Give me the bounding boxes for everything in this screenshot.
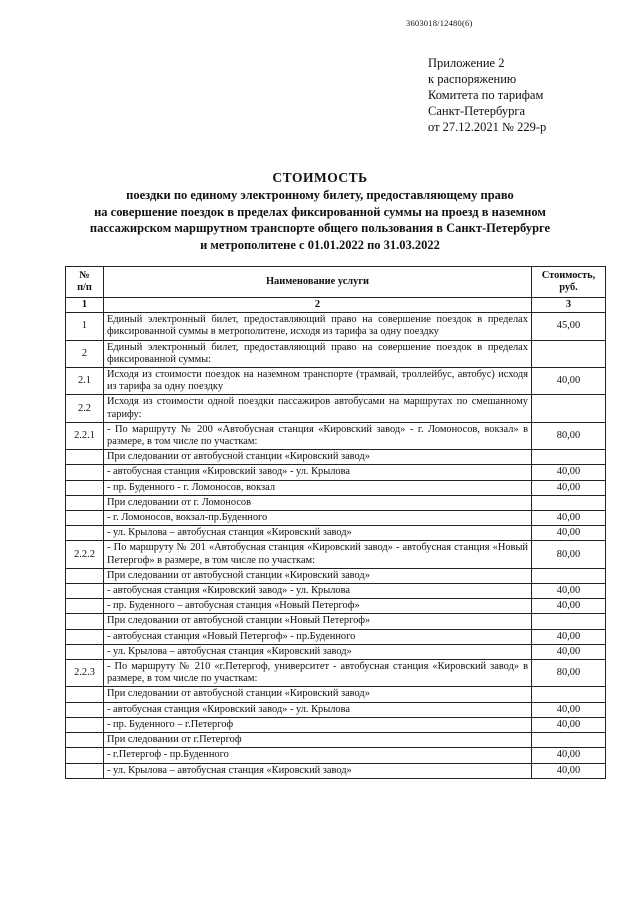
table-row xyxy=(66,763,606,778)
appendix-line: Санкт-Петербурга xyxy=(428,104,526,118)
row-service-name: - По маршруту № 210 «г.Петергоф, университет - автобусная станция «Кировский завод» в размере, в том числе по участкам: xyxy=(104,660,532,687)
row-price: 40,00 xyxy=(532,526,606,541)
row-service-name: - пр. Буденного – г.Петергоф xyxy=(104,717,532,732)
row-price: 80,00 xyxy=(532,541,606,568)
row-service-name: - ул. Крылова – автобусная станция «Кировский завод» xyxy=(104,644,532,659)
table-row xyxy=(66,450,606,465)
table-row xyxy=(66,687,606,702)
row-service-name: При следовании от автобусной станции «Новый Петергоф» xyxy=(104,614,532,629)
row-price: 40,00 xyxy=(532,599,606,614)
appendix-line: Комитета по тарифам xyxy=(428,88,544,102)
row-price xyxy=(532,450,606,465)
row-price: 45,00 xyxy=(532,313,606,340)
row-price: 40,00 xyxy=(532,480,606,495)
column-number-row xyxy=(66,298,606,313)
row-number: 2 xyxy=(66,340,104,367)
column-number: 3 xyxy=(532,298,606,313)
row-service-name: При следовании от г. Ломоносов xyxy=(104,495,532,510)
table-row xyxy=(66,495,606,510)
table-header-row xyxy=(66,267,606,298)
row-price: 40,00 xyxy=(532,644,606,659)
row-price: 40,00 xyxy=(532,584,606,599)
row-service-name: Единый электронный билет, предоставляющий право на совершение поездок в пределах фиксированной суммы: xyxy=(104,340,532,367)
row-service-name: - пр. Буденного - г. Ломоносов, вокзал xyxy=(104,480,532,495)
title-line: на совершение поездок в пределах фиксированной суммы на проезд в наземном xyxy=(94,204,546,219)
appendix-block xyxy=(428,55,546,135)
row-number xyxy=(66,702,104,717)
row-number: 2.2.1 xyxy=(66,422,104,449)
row-number xyxy=(66,614,104,629)
row-price: 40,00 xyxy=(532,717,606,732)
row-number: 2.2.2 xyxy=(66,541,104,568)
table-row xyxy=(66,599,606,614)
row-number xyxy=(66,644,104,659)
appendix-line: к распоряжению xyxy=(428,72,517,86)
title-line: пассажирском маршрутном транспорте общего пользования в Санкт-Петербурге xyxy=(89,221,551,235)
row-number xyxy=(66,629,104,644)
column-number: 1 xyxy=(66,298,104,313)
row-number xyxy=(66,717,104,732)
table-row xyxy=(66,660,606,687)
row-number: 1 xyxy=(66,313,104,340)
row-number xyxy=(66,599,104,614)
document-number: 3603018/12480(6) xyxy=(406,18,473,28)
row-price: 40,00 xyxy=(532,748,606,763)
row-number xyxy=(66,480,104,495)
row-price: 80,00 xyxy=(532,422,606,449)
row-price: 40,00 xyxy=(532,763,606,778)
row-service-name: Исходя из стоимости одной поездки пассажиров автобусами на маршрутах по смешанному тарифу: xyxy=(104,395,532,422)
table-row xyxy=(66,644,606,659)
title-line: и метрополитене с 01.01.2022 по 31.03.2022 xyxy=(200,237,440,252)
table-row xyxy=(66,395,606,422)
row-number xyxy=(66,511,104,526)
row-number xyxy=(66,526,104,541)
table-row xyxy=(66,614,606,629)
row-service-name: Исходя из стоимости поездок на наземном транспорте (трамвай, троллейбус, автобус) исходя из тарифа за одну поездку xyxy=(104,368,532,395)
table-row xyxy=(66,480,606,495)
document-title xyxy=(20,168,620,253)
row-price: 80,00 xyxy=(532,660,606,687)
row-price: 40,00 xyxy=(532,511,606,526)
header-number: № п/п xyxy=(66,267,104,298)
row-service-name: - По маршруту № 201 «Автобусная станция «Кировский завод» - автобусная станция «Новый Петергоф» в размере, в том числе по участкам: xyxy=(104,541,532,568)
row-number xyxy=(66,748,104,763)
row-price xyxy=(532,687,606,702)
row-service-name: - г.Петергоф - пр.Буденного xyxy=(104,748,532,763)
row-price: 40,00 xyxy=(532,629,606,644)
appendix-line: Приложение 2 xyxy=(428,56,505,70)
row-number xyxy=(66,584,104,599)
row-service-name: При следовании от автобусной станции «Кировский завод» xyxy=(104,687,532,702)
row-number: 2.2 xyxy=(66,395,104,422)
row-service-name: При следовании от автобусной станции «Кировский завод» xyxy=(104,568,532,583)
table-row xyxy=(66,733,606,748)
row-service-name: Единый электронный билет, предоставляющий право на совершение поездок в пределах фиксированной суммы в метрополитене, исходя из тарифа за одну поездку xyxy=(104,313,532,340)
row-service-name: - ул. Крылова – автобусная станция «Кировский завод» xyxy=(104,526,532,541)
row-number: 2.1 xyxy=(66,368,104,395)
row-service-name: - автобусная станция «Кировский завод» - ул. Крылова xyxy=(104,584,532,599)
row-service-name: - автобусная станция «Новый Петергоф» - пр.Буденного xyxy=(104,629,532,644)
title-line: поездки по единому электронному билету, предоставляющему право xyxy=(126,188,514,202)
row-number: 2.2.3 xyxy=(66,660,104,687)
table-row xyxy=(66,629,606,644)
title-heading: СТОИМОСТЬ xyxy=(272,170,368,185)
table-row xyxy=(66,313,606,340)
row-price xyxy=(532,495,606,510)
row-price: 40,00 xyxy=(532,368,606,395)
table-row xyxy=(66,748,606,763)
row-service-name: - По маршруту № 200 «Автобусная станция «Кировский завод» - г. Ломоносов, вокзал» в размере, в том числе по участкам: xyxy=(104,422,532,449)
row-number xyxy=(66,687,104,702)
row-price: 40,00 xyxy=(532,465,606,480)
header-price: Стоимость, руб. xyxy=(532,267,606,298)
table-row xyxy=(66,568,606,583)
row-service-name: При следовании от автобусной станции «Кировский завод» xyxy=(104,450,532,465)
row-number xyxy=(66,568,104,583)
row-price xyxy=(532,340,606,367)
row-number xyxy=(66,495,104,510)
column-number: 2 xyxy=(104,298,532,313)
row-price xyxy=(532,395,606,422)
row-service-name: - ул. Крылова – автобусная станция «Кировский завод» xyxy=(104,763,532,778)
row-service-name: - г. Ломоносов, вокзал-пр.Буденного xyxy=(104,511,532,526)
header-service-name: Наименование услуги xyxy=(104,267,532,298)
table-row xyxy=(66,465,606,480)
row-price xyxy=(532,614,606,629)
row-service-name: - пр. Буденного – автобусная станция «Новый Петергоф» xyxy=(104,599,532,614)
row-service-name: При следовании от г.Петергоф xyxy=(104,733,532,748)
table-row xyxy=(66,340,606,367)
row-price xyxy=(532,733,606,748)
row-number xyxy=(66,450,104,465)
tariff-table xyxy=(65,266,606,779)
row-service-name: - автобусная станция «Кировский завод» - ул. Крылова xyxy=(104,465,532,480)
table-row xyxy=(66,717,606,732)
table-row xyxy=(66,702,606,717)
row-price xyxy=(532,568,606,583)
appendix-line: от 27.12.2021 № 229-р xyxy=(428,120,547,134)
table-row xyxy=(66,541,606,568)
row-price: 40,00 xyxy=(532,702,606,717)
table-row xyxy=(66,584,606,599)
table-row xyxy=(66,422,606,449)
table-row xyxy=(66,526,606,541)
row-number xyxy=(66,465,104,480)
table-row xyxy=(66,368,606,395)
row-number xyxy=(66,733,104,748)
row-service-name: - автобусная станция «Кировский завод» - ул. Крылова xyxy=(104,702,532,717)
table-row xyxy=(66,511,606,526)
row-number xyxy=(66,763,104,778)
